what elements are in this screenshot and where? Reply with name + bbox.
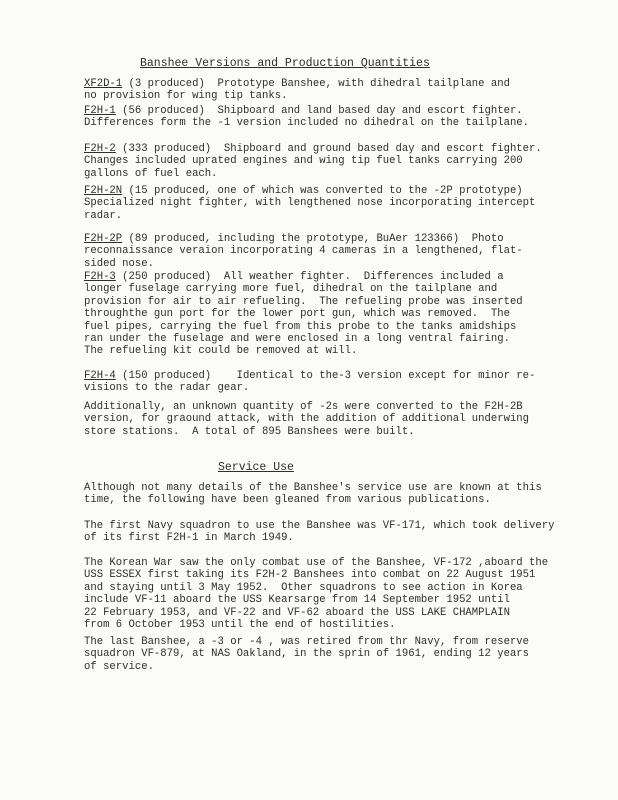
text-line: ran under the fuselage and were enclosed in a long ventral fairing. — [84, 333, 510, 346]
text-line: throughthe gun port for the lower port gun, which was removed. The — [84, 308, 510, 321]
version-f2h-4 — [84, 370, 554, 395]
text-line: and staying until 3 May 1952. Other squadrons to see action in Korea — [84, 581, 523, 594]
text-line: F2H-1 (56 produced) Shipboard and land based day and escort fighter. — [84, 105, 523, 117]
text-line: F2H-2P (89 produced, including the prototype, BuAer 123366) Photo — [84, 233, 504, 245]
designation-label: F2H-2N — [84, 185, 123, 197]
version-f2h-2p — [84, 233, 554, 270]
text-line: The Korean War saw the only combat use of the Banshee, VF-172 ,aboard the — [84, 557, 549, 569]
text-line: The refueling kit could be removed at will. — [84, 345, 358, 358]
designation-label: F2H-1 — [84, 105, 116, 117]
additional-paragraph — [84, 401, 554, 438]
version-f2h-1 — [84, 105, 554, 130]
version-f2h-3 — [84, 271, 554, 358]
text-line: provision for air to air refueling. The refueling probe was inserted — [84, 295, 523, 308]
text-line: fuel pipes, carrying the fuel from this probe to the tanks amidships — [84, 320, 517, 333]
text-line: of service. — [84, 660, 154, 673]
text-line: XF2D-1 (3 produced) Prototype Banshee, with dihedral tailplane and — [84, 78, 510, 90]
text-line: USS ESSEX first taking its F2H-2 Banshees into combat on 22 August 1951 — [84, 569, 536, 582]
text-line: Although not many details of the Banshee's service use are known at this — [84, 482, 542, 494]
text-line: Additionally, an unknown quantity of -2s were converted to the F2H-2B — [84, 401, 523, 413]
text-line: Differences form the -1 version included no dihedral on the tailplane. — [84, 117, 530, 130]
designation-label: F2H-4 — [84, 370, 116, 382]
text-line: 22 February 1953, and VF-22 and VF-62 aboard the USS LAKE CHAMPLAIN — [84, 606, 510, 619]
service-heading: Service Use — [218, 461, 294, 474]
page-title: Banshee Versions and Production Quantities — [140, 57, 430, 70]
text-line: Specialized night fighter, with lengthened nose incorporating intercept — [84, 197, 536, 210]
text-line: Changes included uprated engines and wing tip fuel tanks carrying 200 — [84, 155, 523, 168]
text-line: visions to the radar gear. — [84, 382, 250, 395]
service-paragraph-2 — [84, 520, 554, 545]
designation-label: XF2D-1 — [84, 78, 123, 90]
text-line: gallons of fuel each. — [84, 167, 218, 180]
text-line: no provision for wing tip tanks. — [84, 90, 288, 103]
version-f2h-2 — [84, 143, 554, 180]
designation-label: F2H-2 — [84, 143, 116, 155]
service-paragraph-4 — [84, 636, 554, 673]
designation-label: F2H-2P — [84, 233, 123, 245]
text-line: longer fuselage carrying more fuel, dihedral on the tailplane and — [84, 283, 498, 296]
text-line: F2H-2 (333 produced) Shipboard and ground based day and escort fighter. — [84, 143, 542, 155]
text-line: F2H-4 (150 produced) Identical to the-3 version except for minor re- — [84, 370, 536, 382]
text-line: squadron VF-879, at NAS Oakland, in the sprin of 1961, ending 12 years — [84, 648, 530, 661]
version-f2h-2n — [84, 185, 554, 222]
text-line: include VF-11 aboard the USS Kearsarge from 14 September 1952 until — [84, 594, 510, 607]
text-line: from 6 October 1953 until the end of hostilities. — [84, 619, 396, 632]
text-line: sided nose. — [84, 257, 154, 270]
service-paragraph-1 — [84, 482, 554, 507]
text-line: of its first F2H-1 in March 1949. — [84, 532, 294, 545]
text-line: store stations. A total of 895 Banshees were built. — [84, 425, 415, 438]
text-line: time, the following have been gleaned from various publications. — [84, 494, 491, 507]
designation-label: F2H-3 — [84, 271, 116, 283]
text-line: F2H-3 (250 produced) All weather fighter. Differences included a — [84, 271, 504, 283]
text-line: The first Navy squadron to use the Banshee was VF-171, which took delivery — [84, 520, 555, 532]
text-line: The last Banshee, a -3 or -4 , was retired from thr Navy, from reserve — [84, 636, 530, 648]
text-line: F2H-2N (15 produced, one of which was converted to the -2P prototype) — [84, 185, 523, 197]
service-paragraph-3 — [84, 557, 554, 631]
text-line: reconnaissance veraion incorporating 4 cameras in a lengthened, flat- — [84, 245, 523, 258]
version-xf2d-1 — [84, 78, 554, 103]
text-line: radar. — [84, 209, 123, 222]
text-line: version, for graound attack, with the addition of additional underwing — [84, 413, 530, 426]
